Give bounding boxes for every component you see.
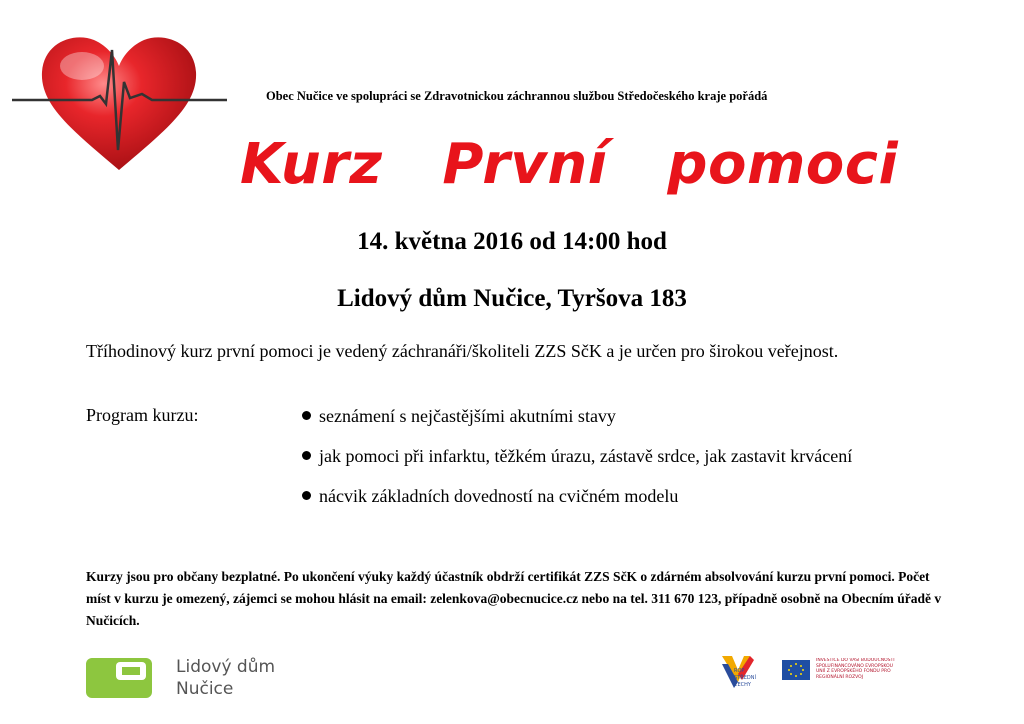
- list-item: seznámení s nejčastějšími akutními stavy: [302, 405, 1002, 427]
- list-item: nácvik základních dovedností na cvičném modelu: [302, 485, 1002, 507]
- svg-text:STŘEDNÍ: STŘEDNÍ: [734, 675, 756, 681]
- event-date: 14. května 2016 od 14:00 hod: [357, 228, 667, 255]
- list-item: jak pomoci při infarktu, těžkém úrazu, zástavě srdce, jak zastavit krvácení: [302, 445, 1002, 467]
- funding-logos: ROP STŘEDNÍ ČECHY INVESTICE DO VAŠÍ BUDOUCNOSTI SPOLUFINANCOVÁNO EVROPSKOU UNIÍ Z EVROPSKÉHO FONDU PRO REGIONÁLNÍ ROZVOJ: [720, 650, 900, 696]
- bullet-icon: [302, 451, 311, 460]
- organizer-text: Obec Nučice ve spolupráci se Zdravotnickou záchrannou službou Středočeského kraje pořádá: [266, 89, 768, 103]
- lidovy-dum-logo: [86, 658, 152, 698]
- heart-ecg-icon: [12, 10, 227, 175]
- lidovy-dum-logo-text: Lidový dům Nučice: [176, 657, 276, 699]
- eu-flag-icon: [782, 660, 810, 680]
- footer-bold: Kurzy jsou pro občany bezplatné.: [86, 569, 281, 584]
- bullet-icon: [302, 411, 311, 420]
- svg-text:ROP: ROP: [734, 668, 745, 674]
- program-list: [302, 405, 1002, 525]
- page-title: Kurz První pomoci: [240, 132, 899, 197]
- footer-rest: Po ukončení výuky každý účastník obdrží certifikát ZZS SčK o zdárném absolvování kurzu první pomoci. Počet míst v kurzu je omezený, zájemci se mohou hlásit na email: zelenkova@obecnucice.cz nebo na tel. 311 670 123, případně osobně na Obecním úřadě v Nučicích.: [86, 569, 942, 628]
- bullet-icon: [302, 491, 311, 500]
- rop-logo: [722, 656, 756, 688]
- program-label: Program kurzu:: [86, 405, 199, 425]
- svg-text:ČECHY: ČECHY: [734, 682, 751, 688]
- footer-note: [86, 566, 946, 632]
- event-venue: Lidový dům Nučice, Tyršova 183: [337, 285, 687, 312]
- intro-paragraph: Tříhodinový kurz první pomoci je vedený záchranáři/školiteli ZZS SčK a je určen pro širokou veřejnost.: [86, 341, 839, 361]
